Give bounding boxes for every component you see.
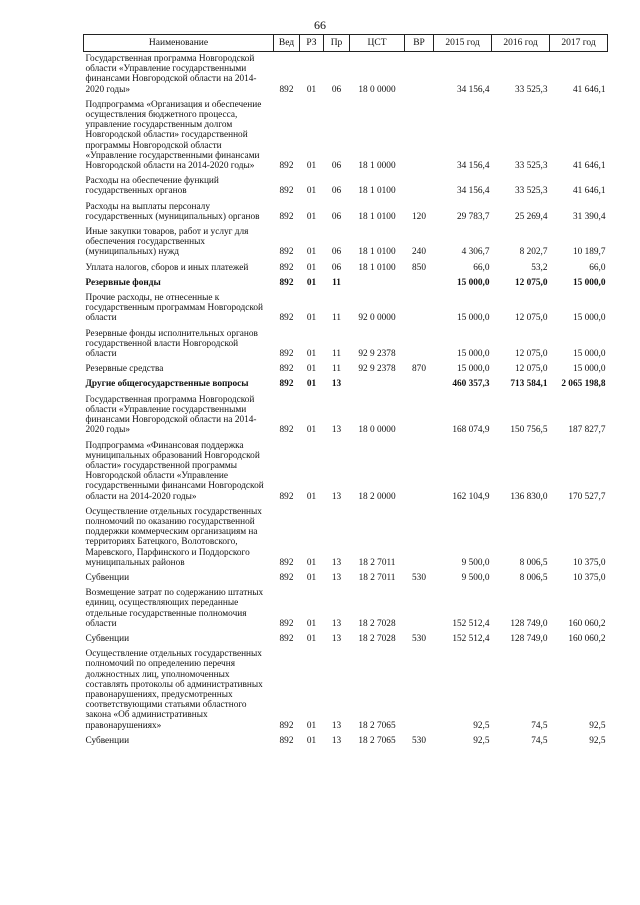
cell-rz: 01 bbox=[306, 572, 317, 583]
cell-name: Государственная программа Новгородской области «Управление государственными финансами Новгородской области на 2014-2020 годы» bbox=[85, 54, 257, 95]
cell-rz: 01 bbox=[306, 425, 317, 436]
cell-pr: 11 bbox=[332, 364, 341, 375]
cell-cst: 18 2 7011 bbox=[358, 557, 396, 568]
cell-cst bbox=[350, 276, 405, 291]
cell-cst: 92 9 2378 bbox=[358, 364, 396, 375]
header-rz: РЗ bbox=[300, 35, 324, 52]
cell-rz: 01 bbox=[306, 262, 317, 273]
cell-2016: 25 269,4 bbox=[514, 211, 548, 222]
cell-cst: 18 2 7028 bbox=[358, 618, 396, 629]
table-row bbox=[84, 734, 608, 749]
cell-cst: 18 2 7011 bbox=[358, 572, 396, 583]
cell-2017: 15 000,0 bbox=[572, 364, 606, 375]
cell-2017: 15 000,0 bbox=[572, 277, 606, 288]
cell-ved: 892 bbox=[279, 247, 294, 258]
header-pr: Пр bbox=[324, 35, 350, 52]
table-row bbox=[84, 327, 608, 363]
header-2016: 2016 год bbox=[492, 35, 550, 52]
cell-2017: 92,5 bbox=[589, 735, 606, 746]
cell-name: Уплата налогов, сборов и иных платежей bbox=[85, 262, 249, 273]
cell-rz: 01 bbox=[306, 84, 317, 95]
cell-ved: 892 bbox=[279, 491, 294, 502]
cell-ved: 892 bbox=[279, 572, 294, 583]
cell-cst bbox=[350, 377, 405, 392]
cell-cst: 92 0 0000 bbox=[358, 313, 396, 324]
table-header bbox=[84, 35, 608, 52]
header-ved: Вед bbox=[274, 35, 300, 52]
cell-2015: 15 000,0 bbox=[456, 313, 490, 324]
cell-cst: 18 0 0000 bbox=[358, 84, 396, 95]
cell-2016: 12 075,0 bbox=[514, 313, 548, 324]
cell-ved: 892 bbox=[279, 425, 294, 436]
table-row bbox=[84, 632, 608, 647]
table-row bbox=[84, 586, 608, 632]
cell-2015: 4 306,7 bbox=[461, 247, 490, 258]
cell-pr: 13 bbox=[331, 633, 342, 644]
cell-vr bbox=[405, 505, 434, 571]
cell-cst: 18 2 7028 bbox=[358, 633, 396, 644]
table-body bbox=[84, 52, 608, 749]
header-cst: ЦСТ bbox=[350, 35, 405, 52]
cell-rz: 01 bbox=[306, 735, 317, 746]
cell-rz: 01 bbox=[306, 313, 317, 324]
cell-2015: 168 074,9 bbox=[452, 425, 490, 436]
cell-vr bbox=[405, 98, 434, 174]
table-row bbox=[84, 362, 608, 377]
cell-ved: 892 bbox=[279, 557, 294, 568]
cell-2017: 170 527,7 bbox=[568, 491, 606, 502]
cell-rz: 01 bbox=[306, 349, 317, 360]
cell-2016: 53,2 bbox=[531, 262, 548, 273]
cell-pr: 13 bbox=[331, 379, 342, 390]
cell-2017: 160 060,2 bbox=[568, 618, 606, 629]
cell-cst: 18 1 0000 bbox=[358, 161, 396, 172]
cell-rz: 01 bbox=[306, 633, 317, 644]
table-row bbox=[84, 571, 608, 586]
cell-2015: 15 000,0 bbox=[456, 277, 490, 288]
cell-rz: 01 bbox=[306, 277, 317, 288]
cell-name: Подпрограмма «Финансовая поддержка муниципальных образований Новгородской области» государственной программы Новгородской области «Управление государственными финансами Новгородской области на 2014-2020 годы» bbox=[85, 440, 264, 502]
cell-2016: 713 584,1 bbox=[510, 379, 548, 390]
cell-pr: 13 bbox=[331, 425, 342, 436]
cell-vr: 530 bbox=[412, 633, 426, 644]
cell-cst: 18 1 0100 bbox=[358, 262, 396, 273]
cell-2017: 15 000,0 bbox=[572, 349, 606, 360]
budget-table bbox=[83, 34, 608, 749]
cell-2016: 33 525,3 bbox=[514, 161, 548, 172]
cell-vr bbox=[405, 377, 434, 392]
cell-cst: 18 1 0100 bbox=[358, 186, 396, 197]
cell-2017: 10 189,7 bbox=[572, 247, 606, 258]
cell-pr: 06 bbox=[331, 247, 342, 258]
cell-2016: 136 830,0 bbox=[510, 491, 548, 502]
cell-name: Резервные средства bbox=[85, 364, 164, 375]
cell-vr: 530 bbox=[412, 735, 426, 746]
cell-ved: 892 bbox=[279, 161, 294, 172]
cell-pr: 11 bbox=[332, 349, 341, 360]
cell-2015: 15 000,0 bbox=[456, 364, 490, 375]
table-row bbox=[84, 377, 608, 392]
cell-name: Осуществление отдельных государственных полномочий по определению перечня должностных лиц, уполномоченных составлять протоколы об административных правонарушениях, предусмотренных соответствующими статьями областного закона «Об административных правонарушениях» bbox=[85, 649, 263, 731]
cell-cst: 18 0 0000 bbox=[358, 425, 396, 436]
cell-2017: 31 390,4 bbox=[572, 211, 606, 222]
cell-2017: 41 646,1 bbox=[572, 161, 606, 172]
cell-2016: 12 075,0 bbox=[514, 349, 548, 360]
cell-pr: 06 bbox=[331, 211, 342, 222]
cell-2016: 8 006,5 bbox=[519, 572, 548, 583]
cell-cst: 18 2 7065 bbox=[358, 720, 396, 731]
cell-vr bbox=[405, 291, 434, 327]
cell-2015: 460 357,3 bbox=[452, 379, 490, 390]
cell-rz: 01 bbox=[306, 161, 317, 172]
table-row bbox=[84, 276, 608, 291]
cell-name: Подпрограмма «Организация и обеспечение осуществления бюджетного процесса, управление государственным долгом Новгородской области» государственной программы Новгородской области «Управление государственными финансами Новгородской области на 2014-2020 годы» bbox=[85, 99, 262, 172]
cell-name: Осуществление отдельных государственных полномочий по оказанию государственной поддержки коммерческим организациям на территориях Батецкого, Волотовского, Маревского, Парфинского и Поддорского муниципальных районов bbox=[85, 506, 262, 568]
cell-ved: 892 bbox=[279, 633, 294, 644]
table-row bbox=[84, 439, 608, 505]
cell-pr: 06 bbox=[331, 84, 342, 95]
cell-2015: 9 500,0 bbox=[461, 572, 490, 583]
cell-rz: 01 bbox=[306, 557, 317, 568]
cell-name: Расходы на обеспечение функций государственных органов bbox=[85, 176, 219, 197]
cell-cst: 18 2 0000 bbox=[358, 491, 396, 502]
cell-2015: 34 156,4 bbox=[456, 186, 490, 197]
cell-ved: 892 bbox=[279, 720, 294, 731]
cell-cst: 92 9 2378 bbox=[358, 349, 396, 360]
cell-2015: 34 156,4 bbox=[456, 84, 490, 95]
cell-vr bbox=[405, 276, 434, 291]
cell-2016: 150 756,5 bbox=[510, 425, 548, 436]
cell-2015: 162 104,9 bbox=[452, 491, 490, 502]
cell-name: Резервные фонды bbox=[85, 277, 161, 288]
cell-2016: 128 749,0 bbox=[510, 618, 548, 629]
header-name: Наименование bbox=[84, 35, 274, 52]
cell-vr bbox=[405, 52, 434, 98]
cell-2015: 152 512,4 bbox=[452, 633, 490, 644]
header-2017: 2017 год bbox=[550, 35, 608, 52]
cell-pr: 11 bbox=[332, 313, 341, 324]
cell-name: Возмещение затрат по содержанию штатных единиц, осуществляющих переданные отдельные государственные полномочия области bbox=[85, 588, 264, 629]
cell-ved: 892 bbox=[279, 313, 294, 324]
cell-ved: 892 bbox=[279, 262, 294, 273]
cell-rz: 01 bbox=[306, 211, 317, 222]
cell-vr bbox=[405, 439, 434, 505]
cell-vr bbox=[405, 393, 434, 439]
cell-name: Субвенции bbox=[85, 572, 130, 583]
cell-ved: 892 bbox=[279, 211, 294, 222]
cell-2015: 152 512,4 bbox=[452, 618, 490, 629]
header-vr: ВР bbox=[405, 35, 434, 52]
cell-2017: 41 646,1 bbox=[572, 186, 606, 197]
cell-2017: 10 375,0 bbox=[572, 572, 606, 583]
cell-vr: 530 bbox=[412, 572, 426, 583]
page-number: 66 bbox=[314, 18, 326, 32]
cell-2017: 10 375,0 bbox=[572, 557, 606, 568]
cell-vr: 120 bbox=[412, 211, 426, 222]
cell-2016: 128 749,0 bbox=[510, 633, 548, 644]
cell-vr: 240 bbox=[412, 247, 426, 258]
cell-2017: 66,0 bbox=[589, 262, 606, 273]
header-2015: 2015 год bbox=[434, 35, 492, 52]
cell-name: Иные закупки товаров, работ и услуг для обеспечения государственных (муниципальных) нужд bbox=[85, 227, 249, 258]
cell-vr bbox=[405, 327, 434, 363]
cell-name: Субвенции bbox=[85, 633, 130, 644]
cell-vr: 850 bbox=[412, 262, 426, 273]
cell-pr: 06 bbox=[331, 262, 342, 273]
cell-cst: 18 1 0100 bbox=[358, 211, 396, 222]
cell-pr: 11 bbox=[332, 277, 341, 288]
cell-2015: 34 156,4 bbox=[456, 161, 490, 172]
cell-ved: 892 bbox=[279, 618, 294, 629]
cell-pr: 13 bbox=[331, 572, 342, 583]
cell-pr: 13 bbox=[331, 720, 342, 731]
cell-2015: 92,5 bbox=[473, 735, 490, 746]
cell-rz: 01 bbox=[306, 720, 317, 731]
cell-pr: 13 bbox=[331, 491, 342, 502]
cell-name: Расходы на выплаты персоналу государственных (муниципальных) органов bbox=[85, 201, 260, 222]
table-row bbox=[84, 647, 608, 734]
cell-ved: 892 bbox=[279, 186, 294, 197]
cell-ved: 892 bbox=[279, 84, 294, 95]
cell-pr: 13 bbox=[331, 735, 342, 746]
cell-ved: 892 bbox=[279, 735, 294, 746]
cell-2015: 92,5 bbox=[473, 720, 490, 731]
cell-2016: 33 525,3 bbox=[514, 186, 548, 197]
cell-vr: 870 bbox=[412, 364, 426, 375]
cell-2017: 41 646,1 bbox=[572, 84, 606, 95]
table-row bbox=[84, 200, 608, 225]
cell-2015: 29 783,7 bbox=[456, 211, 490, 222]
cell-rz: 01 bbox=[306, 364, 317, 375]
cell-rz: 01 bbox=[306, 247, 317, 258]
cell-rz: 01 bbox=[306, 491, 317, 502]
cell-pr: 13 bbox=[331, 618, 342, 629]
table-row bbox=[84, 261, 608, 276]
cell-2016: 8 006,5 bbox=[519, 557, 548, 568]
cell-2017: 160 060,2 bbox=[568, 633, 606, 644]
cell-2017: 92,5 bbox=[589, 720, 606, 731]
cell-name: Резервные фонды исполнительных органов государственной власти Новгородской области bbox=[85, 328, 258, 360]
cell-cst: 18 1 0100 bbox=[358, 247, 396, 258]
cell-pr: 06 bbox=[331, 186, 342, 197]
cell-ved: 892 bbox=[279, 277, 294, 288]
table-row bbox=[84, 174, 608, 199]
cell-2017: 187 827,7 bbox=[568, 425, 606, 436]
cell-2016: 33 525,3 bbox=[514, 84, 548, 95]
cell-rz: 01 bbox=[306, 618, 317, 629]
cell-2016: 74,5 bbox=[531, 720, 548, 731]
table-row bbox=[84, 98, 608, 174]
cell-rz: 01 bbox=[306, 379, 317, 390]
table-row bbox=[84, 505, 608, 571]
cell-2015: 15 000,0 bbox=[456, 349, 490, 360]
cell-ved: 892 bbox=[279, 349, 294, 360]
cell-2016: 12 075,0 bbox=[514, 277, 548, 288]
cell-pr: 06 bbox=[331, 161, 342, 172]
cell-name: Прочие расходы, не отнесенные к государственным программам Новгородской области bbox=[85, 293, 264, 324]
cell-pr: 13 bbox=[331, 557, 342, 568]
cell-2017: 2 065 198,8 bbox=[561, 379, 606, 390]
cell-ved: 892 bbox=[279, 379, 294, 390]
cell-cst: 18 2 7065 bbox=[358, 735, 396, 746]
cell-2015: 66,0 bbox=[473, 262, 490, 273]
cell-name: Государственная программа Новгородской области «Управление государственными финансами Новгородской области на 2014-2020 годы» bbox=[85, 394, 257, 436]
table-row bbox=[84, 393, 608, 439]
cell-rz: 01 bbox=[306, 186, 317, 197]
cell-vr bbox=[405, 586, 434, 632]
cell-2016: 8 202,7 bbox=[519, 247, 548, 258]
cell-name: Субвенции bbox=[85, 735, 130, 746]
cell-vr bbox=[405, 174, 434, 199]
cell-2017: 15 000,0 bbox=[572, 313, 606, 324]
table-row bbox=[84, 52, 608, 98]
cell-vr bbox=[405, 647, 434, 734]
cell-ved: 892 bbox=[279, 364, 294, 375]
table-row bbox=[84, 225, 608, 261]
cell-2016: 74,5 bbox=[531, 735, 548, 746]
cell-2016: 12 075,0 bbox=[514, 364, 548, 375]
cell-2015: 9 500,0 bbox=[461, 557, 490, 568]
cell-name: Другие общегосударственные вопросы bbox=[85, 379, 249, 390]
table-row bbox=[84, 291, 608, 327]
